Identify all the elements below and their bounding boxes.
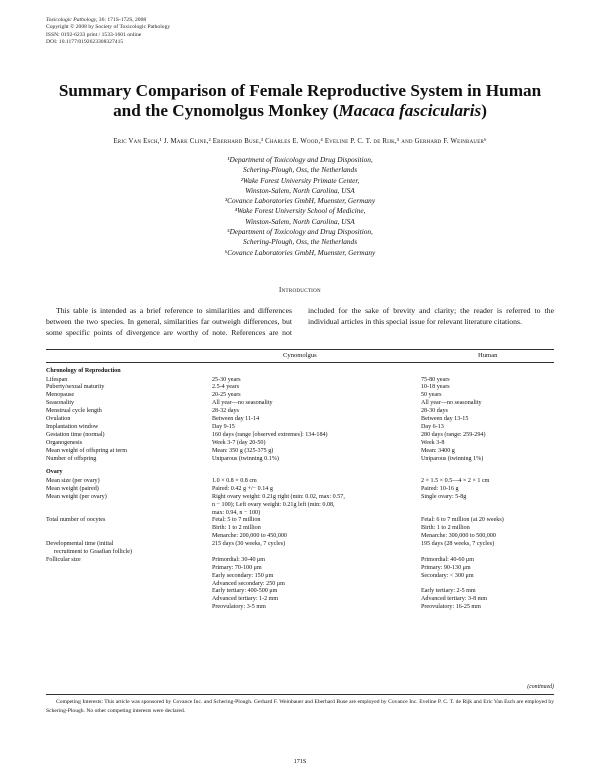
comparison-table bbox=[46, 368, 566, 612]
table-row bbox=[46, 525, 566, 533]
cynomolgus-value: 160 days (range [observed extremes]: 134-184) bbox=[212, 431, 328, 438]
cynomolgus-value: n − 100); Left ovary weight: 0.21g left (min: 0.08, bbox=[212, 501, 335, 508]
human-value: 50 years bbox=[421, 392, 442, 399]
row-label: Number of offspring bbox=[46, 455, 97, 462]
title-line-2 bbox=[40, 101, 560, 121]
human-value: Paired: 10-16 g bbox=[421, 485, 459, 492]
row-label: Lifespan bbox=[46, 376, 68, 383]
cynomolgus-value: Primary: 70-100 μm bbox=[212, 564, 262, 571]
cynomolgus-value: Fetal: 5 to 7 million bbox=[212, 517, 261, 524]
human-value: Early tertiary: 2-5 mm bbox=[421, 588, 476, 595]
human-value: Primordial: 40-60 μm bbox=[421, 556, 475, 563]
cynomolgus-value: Menarche: 200,000 to 450,000 bbox=[212, 533, 287, 540]
table-row bbox=[46, 596, 566, 604]
row-label: Mean size (per ovary) bbox=[46, 477, 100, 484]
competing-interests-footnote: Competing Interests: This article was sponsored by Covance Inc. and Schering-Plough. Gerhard F. Weinbauer and Eberhard Buse are employed by Covance Inc. Eveline P. C. T. de Rijk and Eric Van Esch are employed by Schering-Plough. No other competing interests were declared. bbox=[46, 699, 554, 714]
table-row bbox=[46, 384, 566, 392]
table-row bbox=[46, 549, 566, 557]
row-label: Developmental time (initial bbox=[46, 541, 114, 548]
journal-name: Toxicologic Pathology, bbox=[46, 17, 98, 23]
human-value: 10-18 years bbox=[421, 384, 450, 391]
table-row bbox=[46, 377, 566, 385]
row-label: Menstrual cycle length bbox=[46, 408, 102, 415]
table-row bbox=[46, 517, 566, 525]
row-label: Organogenesis bbox=[46, 439, 83, 446]
affiliation-line: ¹Department of Toxicology and Drug Disposition, bbox=[227, 155, 373, 164]
table-row bbox=[46, 581, 566, 589]
journal-header bbox=[46, 17, 170, 46]
human-value: Advanced tertiary: 3-8 mm bbox=[421, 596, 488, 603]
table-row bbox=[46, 478, 566, 486]
row-label: Total number of oocytes bbox=[46, 517, 106, 524]
table-row bbox=[46, 486, 566, 494]
row-label: Mean weight of offspring at term bbox=[46, 447, 127, 454]
title-line-2-prefix: and the Cynomolgus Monkey ( bbox=[113, 101, 339, 120]
cynomolgus-value: Day 9-15 bbox=[212, 423, 235, 430]
page-number: 171S bbox=[293, 758, 307, 765]
table-row bbox=[46, 557, 566, 565]
human-value: Single ovary: 5-8g bbox=[421, 493, 467, 500]
cynomolgus-value: 2.5-4 years bbox=[212, 384, 240, 391]
affiliation-line: ⁴Wake Forest University School of Medicine, bbox=[234, 206, 366, 216]
table-row bbox=[46, 416, 566, 424]
human-value: 75-80 years bbox=[421, 376, 450, 383]
introduction-heading: Introduction bbox=[279, 287, 321, 294]
row-label: Ovary bbox=[46, 469, 63, 476]
row-label: Implantation window bbox=[46, 423, 99, 430]
affiliation-line: Schering-Plough, Oss, the Netherlands bbox=[242, 237, 358, 247]
cynomolgus-value: Early tertiary: 400-500 μm bbox=[212, 588, 278, 595]
table-row bbox=[46, 408, 566, 416]
table-top-rule bbox=[46, 349, 554, 350]
cynomolgus-value: 28-32 days bbox=[212, 408, 239, 415]
cynomolgus-value: All year—no seasonality bbox=[212, 400, 273, 407]
table-section-heading bbox=[46, 368, 566, 377]
affiliation-line: ⁵Department of Toxicology and Drug Disposition, bbox=[227, 227, 373, 237]
human-value: Uniparous (twinning 1%) bbox=[421, 455, 484, 462]
table-row bbox=[46, 424, 566, 432]
title-species: Macaca fascicularis bbox=[338, 101, 482, 120]
affiliations bbox=[150, 155, 450, 258]
table-row bbox=[46, 573, 566, 581]
cynomolgus-value: Between day 11-14 bbox=[212, 416, 260, 423]
row-label: Puberty/sexual maturity bbox=[46, 384, 105, 391]
row-label: Menopause bbox=[46, 392, 75, 399]
human-value: Secondary: < 300 μm bbox=[421, 572, 474, 579]
journal-citation: 36: 171S-172S, 2008 bbox=[98, 17, 147, 23]
doi-line: DOI: 10.1177/0192623308327415 bbox=[46, 38, 124, 45]
row-label: Chronology of Reproduction bbox=[46, 368, 121, 374]
cynomolgus-value: 215 days (30 weeks, 7 cycles) bbox=[212, 541, 286, 548]
cynomolgus-value: Advanced secondary: 250 μm bbox=[212, 580, 285, 587]
row-label: Ovulation bbox=[46, 416, 71, 423]
human-value: 28-30 days bbox=[421, 408, 448, 415]
cynomolgus-value: Right ovary weight: 0.21g right (min: 0.02, max: 0.57, bbox=[212, 493, 345, 500]
table-row bbox=[46, 432, 566, 440]
title-line-2-suffix: ) bbox=[481, 101, 487, 120]
table-row bbox=[46, 604, 566, 612]
human-value: Week 3-8 bbox=[421, 439, 445, 446]
table-row bbox=[46, 448, 566, 456]
author-list: Eric Van Esch,¹ J. Mark Cline,² Eberhard Buse,³ Charles E. Wood,⁴ Eveline P. C. T. de Rijk,⁵ and Gerhard F. Weinbauer⁶ bbox=[113, 138, 487, 145]
table-row bbox=[46, 440, 566, 448]
table-row bbox=[46, 588, 566, 596]
table-row bbox=[46, 502, 566, 510]
human-value: Birth: 1 to 2 million bbox=[421, 525, 470, 532]
row-label: Gestation time (normal) bbox=[46, 431, 105, 438]
human-value: 2 × 1.5 × 0.5—4 × 2 × 1 cm bbox=[421, 477, 490, 484]
affiliation-line: ⁶Covance Laboratories GmbH, Muenster, Germany bbox=[224, 247, 376, 257]
cynomolgus-value: Paired: 0.42 g +/− 0.14 g bbox=[212, 485, 273, 492]
human-value: Day 6-13 bbox=[421, 423, 444, 430]
table-row bbox=[46, 541, 566, 549]
human-value: Fetal: 6 to 7 million (at 20 weeks) bbox=[421, 517, 504, 524]
human-value: Primary: 90-130 μm bbox=[421, 564, 471, 571]
issn-line: ISSN: 0192-6233 print / 1533-1601 online bbox=[46, 31, 142, 38]
cynomolgus-value: Uniparous (twinning 0.1%) bbox=[212, 455, 279, 462]
cynomolgus-value: max: 0.94, n − 100) bbox=[212, 509, 261, 516]
row-label: Mean weight (per ovary) bbox=[46, 493, 107, 500]
human-value: 280 days (range: 259-294) bbox=[421, 431, 486, 438]
title-line-1: Summary Comparison of Female Reproductive System in Human bbox=[58, 81, 542, 100]
human-value: Preovulatory: 16-25 mm bbox=[421, 604, 481, 611]
row-label: Mean weight (paired) bbox=[46, 485, 99, 492]
human-value: Mean: 3400 g bbox=[421, 447, 455, 454]
human-value: All year—no seasonality bbox=[421, 400, 482, 407]
affiliation-line: Winston-Salem, North Carolina, USA bbox=[245, 185, 355, 195]
table-row bbox=[46, 400, 566, 408]
cynomolgus-value: Primordial: 30-40 μm bbox=[212, 556, 266, 563]
table-row bbox=[46, 392, 566, 400]
cynomolgus-value: Preovulatory: 3-5 mm bbox=[212, 604, 266, 611]
table-row bbox=[46, 565, 566, 573]
human-value: Menarche: 300,000 to 500,000 bbox=[421, 533, 496, 540]
human-value: 195 days (28 weeks, 7 cycles) bbox=[421, 541, 495, 548]
cynomolgus-value: Birth: 1 to 2 million bbox=[212, 525, 261, 532]
cynomolgus-value: 25-30 years bbox=[212, 376, 241, 383]
column-header-human: Human bbox=[478, 352, 498, 359]
footnote-rule bbox=[46, 694, 554, 695]
continued-label: (continued) bbox=[527, 684, 554, 690]
cynomolgus-value: Week 3-7 (day 20-50) bbox=[212, 439, 266, 446]
row-label: Follicular size bbox=[46, 556, 81, 563]
cynomolgus-value: Early secondary: 150 μm bbox=[212, 572, 274, 579]
cynomolgus-value: 20-25 years bbox=[212, 392, 241, 399]
table-row bbox=[46, 456, 566, 464]
introduction-text: This table is intended as a brief reference to similarities and differences between the two species. In general, similarities far outweigh differences, but some specific points of divergence are worthy of note. References are not included for the sake of brevity and clarity; the reader is referred to the individual articles in this special issue for relevant literature citations. bbox=[46, 306, 554, 338]
affiliation-line: ³Covance Laboratories GmbH, Muenster, Germany bbox=[224, 196, 376, 206]
table-header-rule bbox=[46, 362, 554, 363]
table-row bbox=[46, 533, 566, 541]
cynomolgus-value: Mean: 350 g (325-375 g) bbox=[212, 447, 274, 454]
affiliation-line: Winston-Salem, North Carolina, USA bbox=[245, 216, 355, 226]
table-row bbox=[46, 494, 566, 502]
table-section-heading bbox=[46, 469, 566, 478]
copyright-line: Copyright © 2008 by Society of Toxicologic Pathology bbox=[46, 24, 171, 31]
article-title bbox=[40, 81, 560, 121]
column-header-cynomolgus: Cynomolgus bbox=[283, 352, 317, 359]
cynomolgus-value: 1.0 × 0.8 × 0.8 cm bbox=[212, 477, 257, 484]
affiliation-line: ²Wake Forest University Primate Center, bbox=[240, 175, 360, 185]
row-label: Seasonality bbox=[46, 400, 75, 407]
affiliation-line: Schering-Plough, Oss, the Netherlands bbox=[242, 165, 358, 175]
row-label: recruitment to Graafian follicle) bbox=[54, 549, 132, 555]
human-value: Between day 13-15 bbox=[421, 416, 469, 423]
cynomolgus-value: Advanced tertiary: 1-2 mm bbox=[212, 596, 279, 603]
